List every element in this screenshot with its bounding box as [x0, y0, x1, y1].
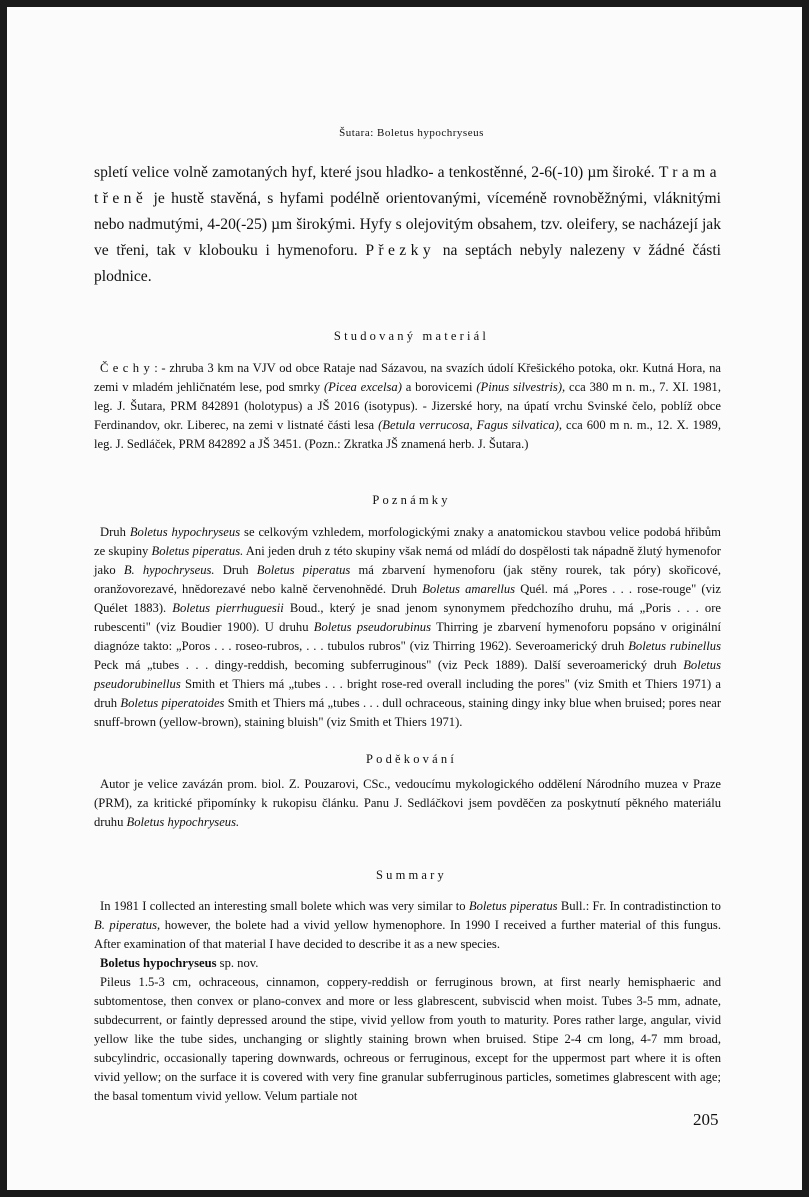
- poznamky-text: Smith et Thiers má „tubes . . . bright rose-red overall including the pores" (viz Smith et Thiers 1971) a druh: [94, 677, 721, 710]
- running-head: Šutara: Boletus hypochryseus: [339, 127, 484, 139]
- summary-text: however, the bolete had a vivid yellow hymenophore. In 1990 I received a further material of this fungus. After examination of that material I have decided to describe it as a new species.: [94, 918, 721, 951]
- podekovani-paragraph: [94, 775, 721, 832]
- intro-paragraph: [94, 160, 721, 290]
- species-name: Boletus piperatus: [468, 899, 558, 913]
- species-name: Boletus pseudorubinellus: [94, 658, 721, 691]
- species-name: Boletus hypochryseus.: [126, 815, 240, 829]
- poznamky-paragraph: [94, 523, 721, 732]
- intro-text-2: je hustě stavěná, s hyfami podélně orientovanými, víceméně rovnoběžnými, vláknitými nebo nadmutými, 4-20(-25) µm širokými. Hyfy s olejovitým obsahem, tzv. oleifery, se nacházejí jak ve třeni, tak v klobouku i hymenoforu.: [94, 190, 721, 259]
- species-name: Boletus pseudorubinus: [313, 620, 432, 634]
- poznamky-text: Boud., který je snad jenom synonymem předchozího druhu, má „Poris . . . ore rubescenti" (viz Boudier 1900). U druhu: [94, 601, 721, 634]
- studovany-text: : - zhruba 3 km na VJV od obce Rataje nad Sázavou, na svazích údolí Křešického potoka, okr. Kutná Hora, na zemi v mladém jehličnatém lese, pod smrky: [94, 361, 721, 394]
- summary-paragraph: [94, 897, 721, 954]
- species-name: Boletus piperatus.: [151, 544, 244, 558]
- prezky-label: Přezky: [365, 242, 436, 259]
- poznamky-text: Ani jeden druh z této skupiny však nemá od mládí do dospělosti tak nápadně žlutý hymenofor jako: [94, 544, 721, 577]
- species-title: Boletus hypochryseus: [100, 956, 217, 970]
- podekovani-heading: Poděkování: [365, 752, 458, 766]
- species-name: (Picea excelsa): [323, 380, 402, 394]
- studovany-paragraph: [94, 359, 721, 454]
- species-name: Boletus piperatus: [256, 563, 351, 577]
- poznamky-text: Smith et Thiers má „tubes . . . dull ochraceous, staining dingy inky blue when bruised; pores near snuff-brown (yellow-brown), staining bluish" (viz Smith et Thiers 1971).: [94, 696, 722, 729]
- summary-text: In 1981 I collected an interesting small bolete which was very similar to: [100, 899, 469, 913]
- summary-text: Bull.: Fr. In contradistinction to: [557, 899, 721, 913]
- species-name: Boletus piperatoides: [120, 696, 225, 710]
- intro-text-1: spletí velice volně zamotaných hyf, které jsou hladko- a tenkostěnné, 2-6(-10) µm široké.: [94, 164, 655, 181]
- poznamky-text: Thirring je zbarvení hymenoforu popsáno v originální diagnóze takto: „Poros . . . roseo-rubros, . . . tubulos rubros" (viz Thirring 1962). Severoamerický druh: [94, 620, 721, 653]
- poznamky-heading: Poznámky: [372, 493, 451, 507]
- cechy-label: Čechy: [100, 361, 155, 375]
- page-number: 205: [693, 1110, 719, 1129]
- poznamky-text: Peck má „tubes . . . dingy-reddish, becoming subferruginous" (viz Peck 1889). Další severoamerický druh: [94, 658, 684, 672]
- poznamky-text: má zbarvení hymenoforu (jak stěny rourek, tak póry) skořicové, oranžovorezavé, hnědorezavé nebo kalně červenohnědé. Druh: [94, 563, 721, 596]
- studovany-heading: Studovaný materiál: [333, 329, 490, 343]
- species-name: (Pinus silvestris),: [476, 380, 566, 394]
- species-suffix: sp. nov.: [216, 956, 259, 970]
- species-name: Boletus pierrhuguesii: [172, 601, 284, 615]
- species-name: Boletus hypochryseus: [129, 525, 241, 539]
- summary-heading: Summary: [375, 868, 447, 882]
- species-name: B. piperatus,: [94, 918, 161, 932]
- species-name: Boletus rubinellus: [628, 639, 722, 653]
- poznamky-text: Druh: [100, 525, 130, 539]
- species-name: Boletus amarellus: [422, 582, 516, 596]
- summary-body: [94, 897, 721, 1106]
- species-name: B. hypochryseus.: [123, 563, 215, 577]
- trama-label: Trama třeně: [94, 164, 721, 207]
- studovany-text: a borovicemi: [401, 380, 477, 394]
- intro-text-3: na septách nebyly nalezeny v žádné části plodnice.: [94, 242, 721, 285]
- podekovani-text: Autor je velice zavázán prom. biol. Z. Pouzarovi, CSc., vedoucímu mykologického oddělení Národního muzea v Praze (PRM), za kritické připomínky k rukopisu článku. Panu J. Sedláčkovi jsem povděčen za poskytnutí pěkného materiálu druhu: [94, 777, 721, 829]
- studovany-text: cca 380 m n. m., 7. XI. 1981, leg. J. Šutara, PRM 842891 (holotypus) a JŠ 2016 (isotypus). - Jizerské hory, na úpatí vrchu Svinské čelo, poblíž obce Ferdinandov, okr. Liberec, na zemi v listnaté části lesa: [94, 380, 721, 432]
- poznamky-text: Druh: [214, 563, 257, 577]
- species-line: [94, 954, 721, 973]
- description-paragraph: Pileus 1.5-3 cm, ochraceous, cinnamon, coppery-reddish or ferruginous brown, at first nearly hemisphaeric and subtomentose, then convex or plano-convex and more or less glabrescent, subviscid when moist. Tubes 3-5 mm, adnate, subdecurrent, or faintly depressed around the stipe, vivid yellow from youth to maturity. Pores rather large, angular, vivid yellow like the tube sides, unchanging or slightly staining brown when bruised. Stipe 2-4 cm long, 4-7 mm broad, subcylindric, occasionally tapering downwards, ochreous or ferruginous, except for the uppermost part where it is often vivid yellow; on the surface it is covered with very fine granular subferruginous particles, sometimes glabrescent with age; the basal tomentum vivid yellow. Velum partiale not: [94, 975, 721, 1103]
- poznamky-text: se celkovým vzhledem, morfologickými znaky a anatomickou stavbou velice podobá hřibům ze skupiny: [94, 525, 721, 558]
- species-name: (Betula verrucosa, Fagus silvatica),: [378, 418, 563, 432]
- studovany-text: cca 600 m n. m., 12. X. 1989, leg. J. Sedláček, PRM 842892 a JŠ 3451. (Pozn.: Zkratka JŠ znamená herb. J. Šutara.): [94, 418, 721, 451]
- poznamky-text: Quél. má „Pores . . . rose-rouge" (viz Quélet 1883).: [94, 582, 721, 615]
